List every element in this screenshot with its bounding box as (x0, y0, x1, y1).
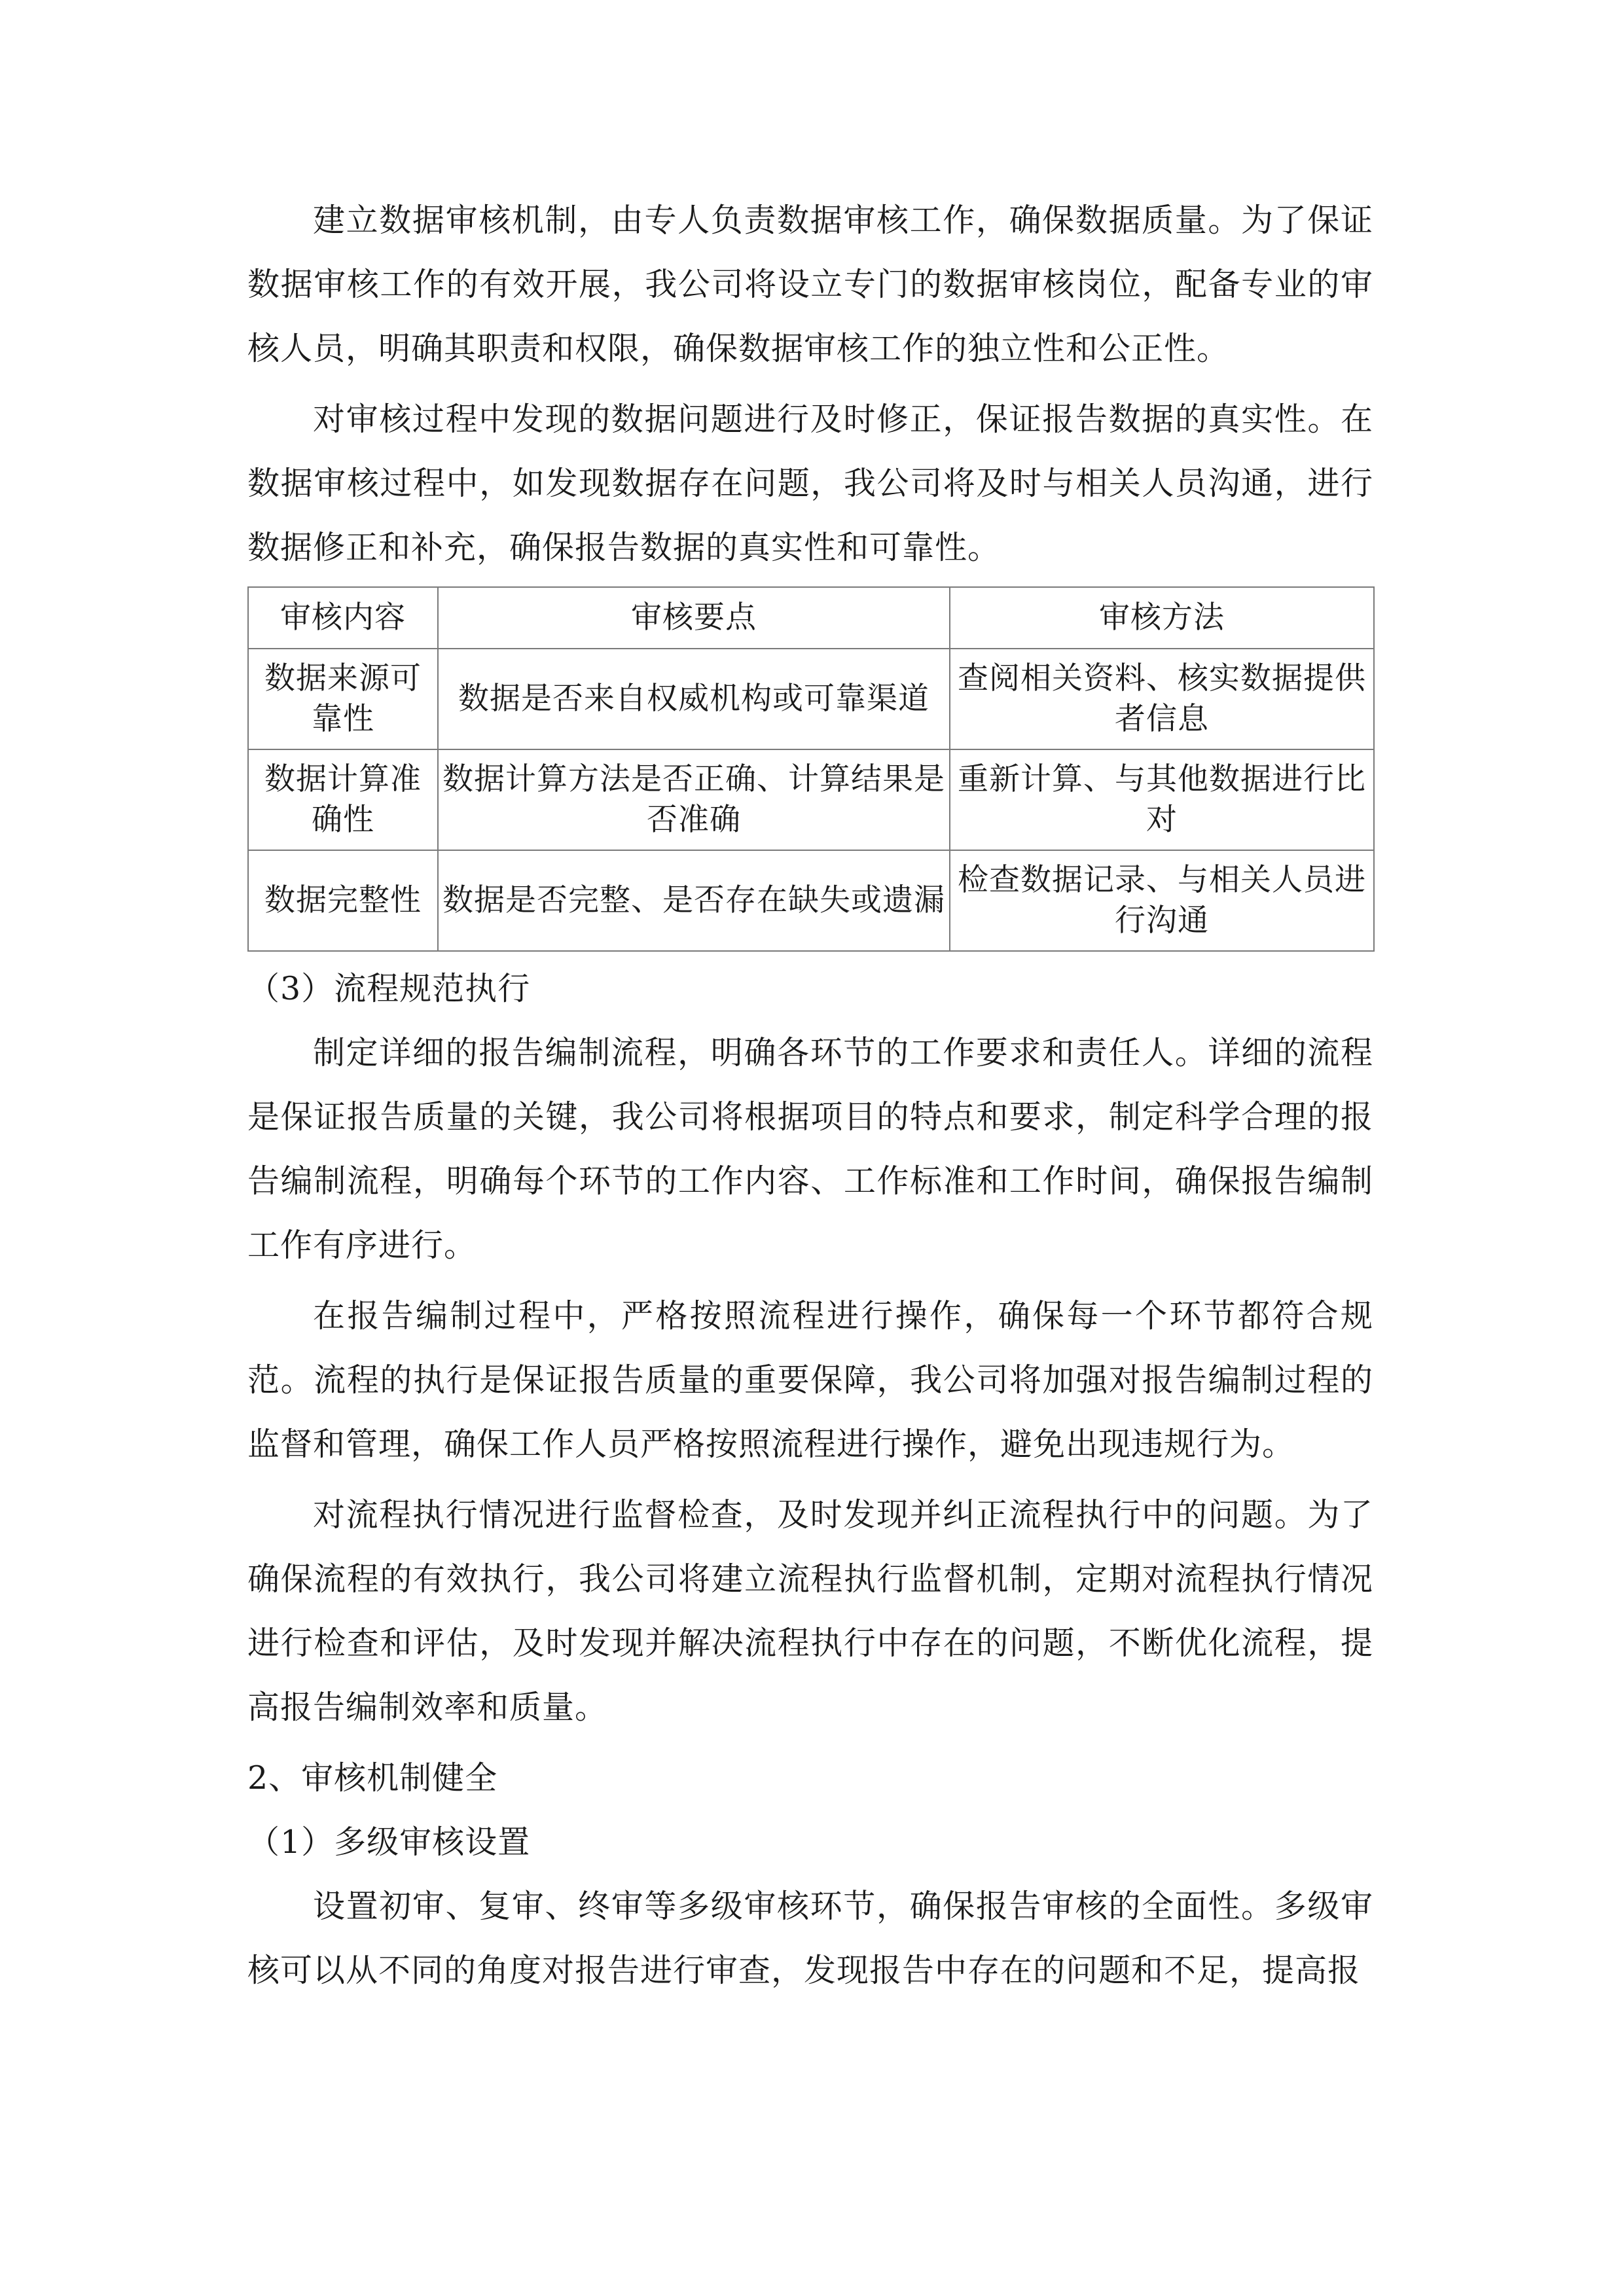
table-header-row (248, 587, 1374, 649)
table-cell: 重新计算、与其他数据进行比对 (950, 749, 1374, 850)
table-row (248, 749, 1374, 850)
table-row (248, 649, 1374, 749)
table-cell: 数据完整性 (248, 850, 438, 951)
header-audit-content: 审核内容 (248, 587, 438, 649)
table-cell: 数据是否完整、是否存在缺失或遗漏 (438, 850, 950, 951)
table-cell: 检查数据记录、与相关人员进行沟通 (950, 850, 1374, 951)
paragraph-data-audit-mechanism: 建立数据审核机制，由专人负责数据审核工作，确保数据质量。为了保证数据审核工作的有效开展，我公司将设立专门的数据审核岗位，配备专业的审核人员，明确其职责和权限，确保数据审核工作的独立性和公正性。 (247, 202, 1373, 367)
paragraph-data-correction: 对审核过程中发现的数据问题进行及时修正，保证报告数据的真实性。在数据审核过程中，如发现数据存在问题，我公司将及时与相关人员沟通，进行数据修正和补充，确保报告数据的真实性和可靠性。 (247, 401, 1373, 566)
paragraph-process-supervision: 对流程执行情况进行监督检查，及时发现并纠正流程执行中的问题。为了确保流程的有效执行，我公司将建立流程执行监督机制，定期对流程执行情况进行检查和评估，及时发现并解决流程执行中存在的问题，不断优化流程，提高报告编制效率和质量。 (247, 1496, 1373, 1726)
paragraph-multi-level-audit: 设置初审、复审、终审等多级审核环节，确保报告审核的全面性。多级审核可以从不同的角度对报告进行审查，发现报告中存在的问题和不足，提高报 (247, 1888, 1373, 1989)
table-cell: 数据计算准确性 (248, 749, 438, 850)
table-cell: 数据计算方法是否正确、计算结果是否准确 (438, 749, 950, 850)
table-cell: 数据来源可靠性 (248, 649, 438, 749)
section-heading-process-execution: （3）流程规范执行 (247, 970, 531, 1007)
sub-heading-multi-level-audit: （1）多级审核设置 (247, 1823, 531, 1861)
audit-table (247, 586, 1375, 952)
paragraph-process-definition: 制定详细的报告编制流程，明确各环节的工作要求和责任人。详细的流程是保证报告质量的关键，我公司将根据项目的特点和要求，制定科学合理的报告编制流程，明确每个环节的工作内容、工作标准和工作时间，确保报告编制工作有序进行。 (247, 1034, 1373, 1264)
header-audit-points: 审核要点 (438, 587, 950, 649)
paragraph-process-operation: 在报告编制过程中，严格按照流程进行操作，确保每一个环节都符合规范。流程的执行是保证报告质量的重要保障，我公司将加强对报告编制过程的监督和管理，确保工作人员严格按照流程进行操作，避免出现违规行为。 (247, 1297, 1373, 1463)
section-heading-audit-mechanism: 2、审核机制健全 (247, 1759, 498, 1797)
table-row (248, 850, 1374, 951)
page-content (247, 188, 1373, 2009)
header-audit-method: 审核方法 (950, 587, 1374, 649)
table-cell: 数据是否来自权威机构或可靠渠道 (438, 649, 950, 749)
table-cell: 查阅相关资料、核实数据提供者信息 (950, 649, 1374, 749)
